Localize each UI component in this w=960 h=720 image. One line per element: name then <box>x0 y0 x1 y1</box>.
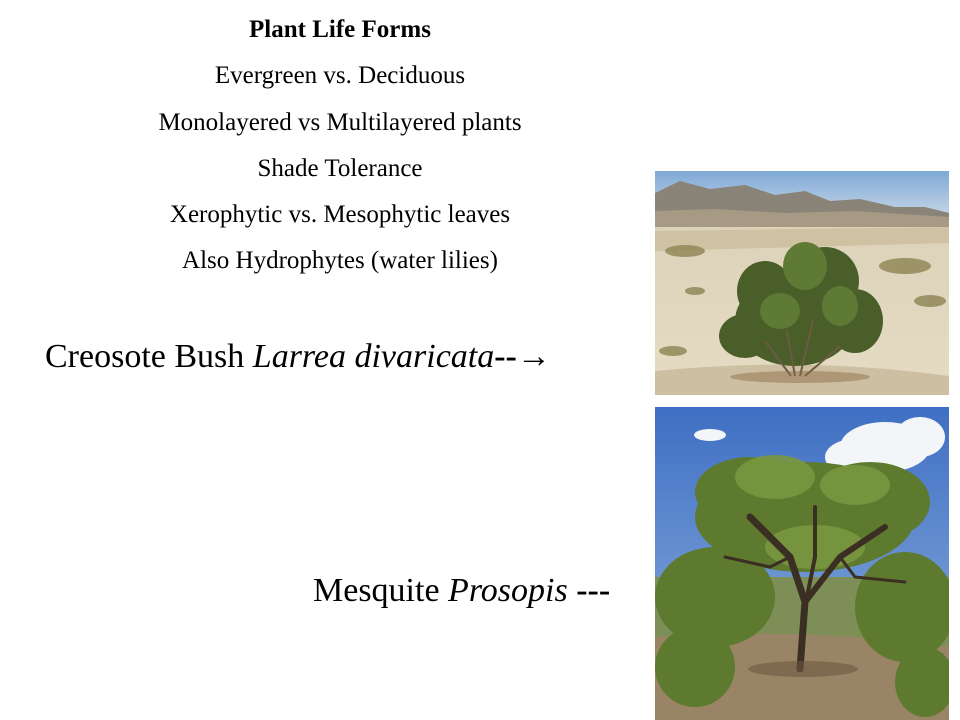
mesquite-scientific-name: Prosopis <box>448 572 568 609</box>
mesquite-arrow: --- <box>576 572 611 609</box>
creosote-bush-photo <box>655 171 949 395</box>
topic-shade: Shade Tolerance <box>257 155 423 182</box>
topic-evergreen: Evergreen vs. Deciduous <box>214 62 466 89</box>
topic-layering: Monolayered vs Multilayered plants <box>158 109 522 136</box>
arrow-icon: --→ <box>494 338 551 375</box>
mesquite-common-name: Mesquite <box>313 572 440 609</box>
topic-leaves: Xerophytic vs. Mesophytic leaves <box>169 201 511 228</box>
creosote-scientific-name: Larrea divaricata <box>252 338 495 375</box>
mesquite-caption <box>313 571 610 611</box>
mesquite-tree-photo <box>655 407 949 720</box>
topic-hydrophytes: Also Hydrophytes (water lilies) <box>182 247 498 274</box>
creosote-caption <box>45 337 551 377</box>
creosote-common-name: Creosote Bush <box>45 338 245 375</box>
slide-title: Plant Life Forms <box>249 16 431 43</box>
